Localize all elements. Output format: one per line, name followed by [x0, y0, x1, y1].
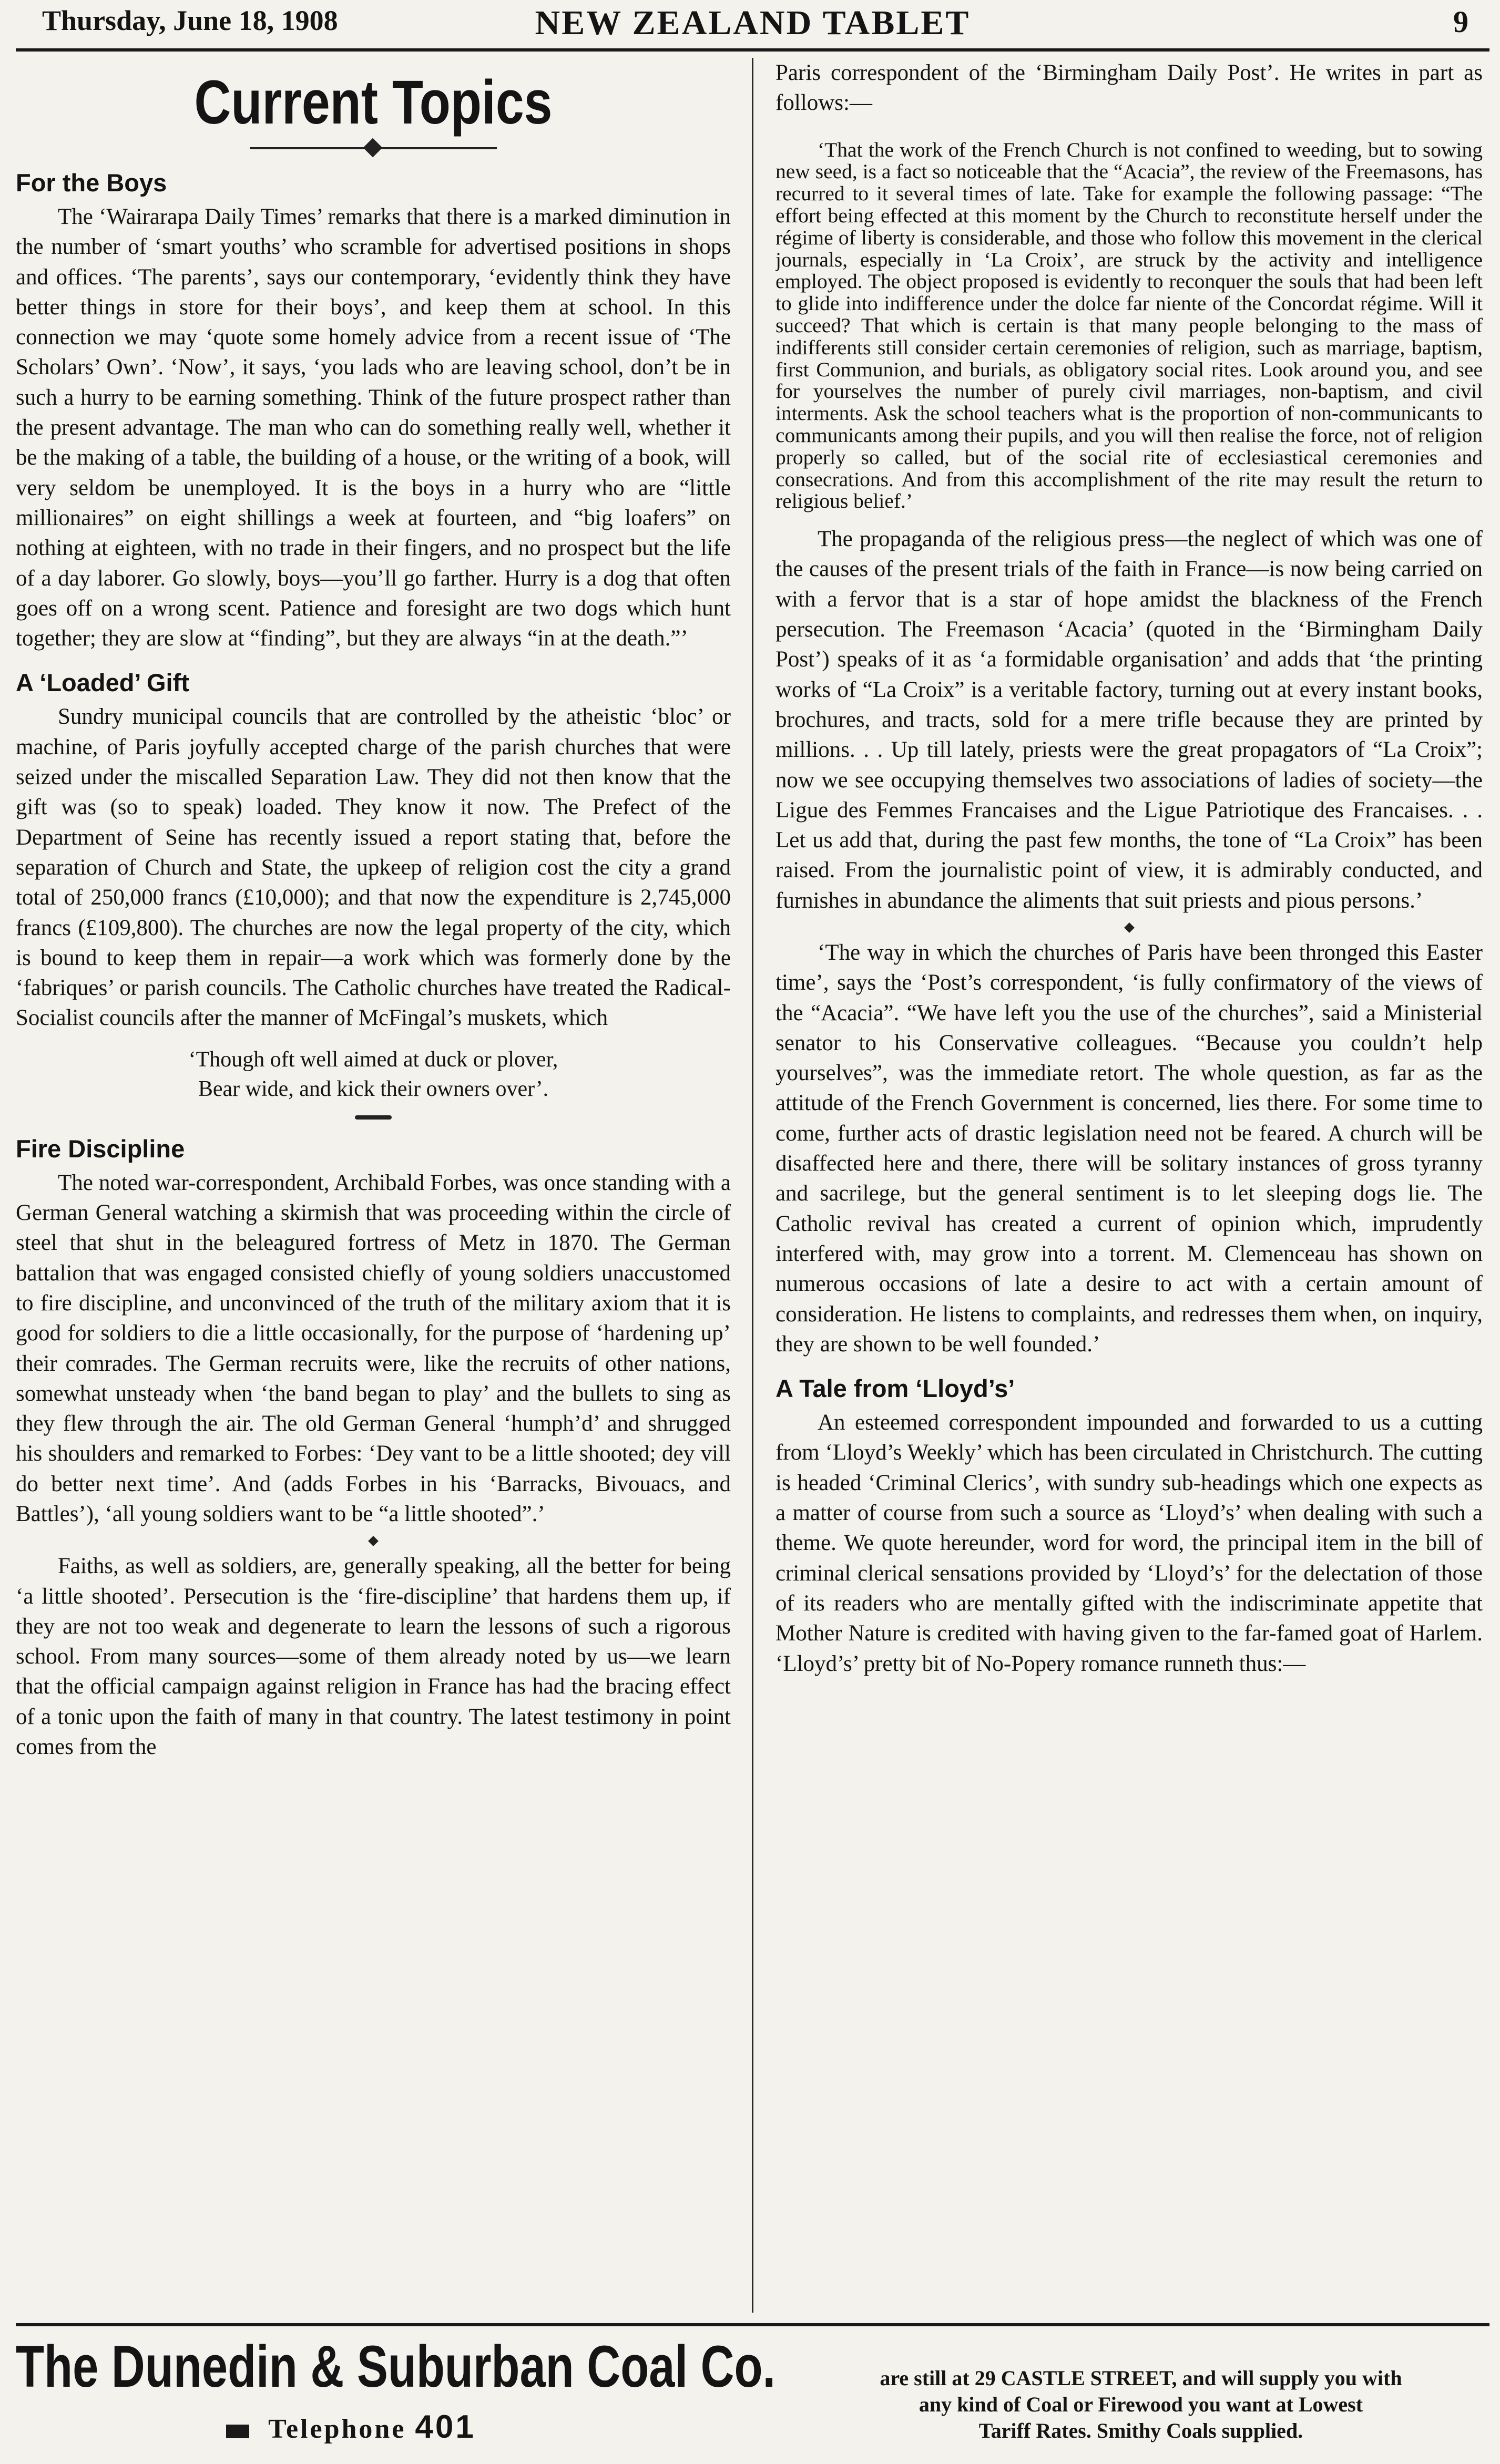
company-name: The Dunedin & Suburban Coal Co.: [16, 2334, 776, 2399]
boys-paragraph-1: The ‘Wairarapa Daily Times’ remarks that there is a marked diminution in the number of ‘smart youths’ who scramble for advertised positions in shops and offices. ‘The parents’, says our contemporary, ‘evidently think they have better things in store for their boys’, and keep them at school. In this connection we may ‘quote some homely advice from a recent issue of ‘The Scholars’ Own’. ‘Now’, it says, ‘you lads who are leaving school, don’t be in such a hurry to be earning something. Think of the future prospect rather than the present advantage. The man who can do something really well, whether it be the making of a table, the building of a house, or the writing of a book, will very seldom be unemployed. It is the boys in a hurry who are “little millionaires” on eight shillings a week at fourteen, and “big loafers” on nothing at eighteen, with no trade in their fingers, and no prospect but the life of a day laborer. Go slowly, boys—you’ll go farther. Hurry is a dog that often goes off on a wrong scent. Patience and foresight are two dogs which hunt together; they are slow at “finding”, but they are always “in at the death.”’: [16, 204, 731, 651]
telephone-line: [226, 2408, 762, 2446]
verse-line-1: ‘Though oft well aimed at duck or plover,: [188, 1047, 558, 1072]
fire-paragraph-1: The noted war-correspondent, Archibald Forbes, was once standing with a German General watching a skirmish that was proceeding within the circle of steel that shut in the beleagured fortress of Metz in 1870. The German battalion that was engaged consisted chiefly of young soldiers unaccustomed to fire discipline, and unconvinced of the truth of the military axiom that it is good for soldiers to die a little occasionally, for the purpose of ‘hardening up’ their comrades. The German recruits were, like the recruits of other nations, somewhat unsteady when ‘the band began to play’ and the bullets to sing as they flew through the air. The old German General ‘humph’d’ and shrugged his shoulders and remarked to Forbes: ‘Dey vant to be a little shooted; dey vill do better next time’. And (adds Forbes in his ‘Barracks, Bivouacs, and Battles’), ‘all young soldiers want to be “a little shooted”.’: [16, 1170, 731, 1526]
telephone-number: 401: [415, 2409, 476, 2445]
section-divider-ornament: [355, 1115, 392, 1120]
gift-paragraph-1: Sundry municipal councils that are controlled by the atheistic ‘bloc’ or machine, of Paris joyfully accepted charge of the parish churches that were seized under the miscalled Separation Law. They did not then know that the gift was (so to speak) loaded. They know it now. The Prefect of the Department of Seine has recently issued a report stating that, before the separation of Church and State, the upkeep of religion cost the city a grand total of 250,000 francs (£10,000); and that now the expenditure is 2,745,000 francs (£109,800). The churches are now the legal property of the city, which is bound to keep them in repair—a work which was formerly done by the ‘fabriques’ or parish councils. The Catholic churches have treated the Radical-Socialist councils after the manner of McFingal’s muskets, which: [16, 704, 731, 1031]
ad-line-3: Tariff Rates. Smithy Coals supplied.: [978, 2419, 1303, 2442]
title-ornament: [250, 147, 497, 149]
right-column: [775, 58, 1483, 2318]
paris-lead: Paris correspondent of the ‘Birmingham Daily Post’. He writes in part as follows:—: [775, 60, 1483, 116]
publication-title: NEW ZEALAND TABLET: [535, 4, 971, 42]
pointing-hand-icon: [226, 2425, 249, 2438]
column-title: Current Topics: [194, 68, 553, 137]
fire-paragraph-2: Faiths, as well as soldiers, are, generally speaking, all the better for being ‘a little shooted’. Persecution is the ‘fire-discipline’ that hardens them up, if they are not too weak and degenerate to learn the lessons of such a rigorous school. From many sources—some of them already noted by us—we learn that the official campaign against religion in France has had the bracing effect of a tonic upon the faith of many in that country. The latest testimony in point comes from the: [16, 1554, 731, 1760]
advertisement-copy: [799, 2365, 1483, 2444]
column-rule: [752, 58, 753, 2313]
paris-quote: ‘That the work of the French Church is not confined to weeding, but to sowing new seed, is a fact so noticeable that the “Acacia”, the review of the Freemasons, has recurred to it several times of late. Take for example the following passage: “The effort being effected at this moment by the Church to reconstitute herself under the régime of liberty is considerable, and those who follow this movement in the clerical journals, especially in ‘La Croix’, are struck by the activity and intelligence employed. The object proposed is evidently to reconquer the souls that had been left to glide into indifference under the dolce far niente of the Concordat régime. Will it succeed? That which is certain is that many people belonging to the mass of indifferents still consider certain ceremonies of religion, such as marriage, baptism, first Communion, and burials, as obligatory social rites. Look around you, and see for yourselves the number of purely civil marriages, non-baptism, and civil interments. Ask the school teachers what is the proportion of non-communicants to communicants among their pupils, and you will then realise the force, not of religion properly so called, but of the social rite of ecclesiastical ceremonies and consecrations. And from this accomplishment of the rite may result the return to religious belief.’: [775, 138, 1483, 513]
section-heading-lloyds: A Tale from ‘Lloyd’s’: [775, 1374, 1015, 1403]
paris-paragraph-2: ‘The way in which the churches of Paris have been thronged this Easter time’, says the ‘Post’s correspondent, ‘is fully confirmatory of the views of the “Acacia”. “We have left you the use of the churches”, said a Ministerial senator to his Conservative colleagues. “Because you couldn’t help yourselves”, was the immediate retort. The whole question, as far as the attitude of the French Government is concerned, lies there. For some time to come, further acts of drastic legislation need not be feared. A church will be disaffected here and there, there will be solitary instances of gross tyranny and sacrilege, but the general sentiment is to let sleeping dogs lie. The Catholic revival has created a current of opinion which, imprudently interfered with, may grow into a torrent. M. Clemenceau has shown on numerous occasions of late a desire to act with a certain amount of consideration. He listens to complaints, and redresses them when, on inquiry, they are shown to be well founded.’: [775, 940, 1483, 1357]
page-number: 9: [1453, 5, 1468, 39]
paragraph-separator: [368, 1536, 379, 1546]
verse-line-2: Bear wide, and kick their owners over’.: [198, 1076, 549, 1101]
section-heading-gift: A ‘Loaded’ Gift: [16, 669, 189, 697]
paragraph-separator: [1124, 922, 1135, 933]
ad-line-2: any kind of Coal or Firewood you want at Lowest: [919, 2393, 1363, 2416]
issue-date: Thursday, June 18, 1908: [42, 5, 338, 36]
telephone-label: Telephone: [268, 2414, 406, 2444]
coal-company-advertisement: [16, 2333, 776, 2459]
masthead: [16, 0, 1489, 52]
section-heading-boys: For the Boys: [16, 169, 167, 197]
left-column: [16, 58, 731, 2318]
verse-quote: [16, 1045, 731, 1104]
section-heading-fire: Fire Discipline: [16, 1134, 185, 1163]
ad-line-1: are still at 29 CASTLE STREET, and will supply you with: [880, 2366, 1402, 2390]
advertisement-rule: [16, 2323, 1489, 2326]
lloyds-paragraph-1: An esteemed correspondent impounded and forwarded to us a cutting from ‘Lloyd’s Weekly’ which has been circulated in Christchurch. The cutting is headed ‘Criminal Clerics’, with sundry sub-headings which one expects as a matter of course from such a source as ‘Lloyd’s’ when dealing with such a theme. We quote hereunder, word for word, the principal item in the bill of criminal clerical sensations provided by ‘Lloyd’s’ for the delectation of those of its readers who are mentally gifted with the indiscriminate appetite that Mother Nature is credited with having given to the far-famed goat of Harlem. ‘Lloyd’s’ pretty bit of No-Popery romance runneth thus:—: [775, 1410, 1483, 1676]
paris-paragraph-1: The propaganda of the religious press—the neglect of which was one of the causes of the present trials of the faith in France—is now being carried on with a fervor that is a star of hope amidst the blackness of the French persecution. The Freemason ‘Acacia’ (quoted in the ‘Birmingham Daily Post’) speaks of it as ‘a formidable organisation’ and adds that ‘the printing works of “La Croix” is a veritable factory, turning out at every instant books, brochures, and tracts, sold for a mere trifle because they are printed by millions. . . Up till lately, priests were the great propagators of “La Croix”; now we see occupying themselves two associations of ladies of society—the Ligue des Femmes Francaises and the Ligue Patriotique des Francaises. . . Let us add that, during the past few months, the tone of “La Croix” has been raised. From the journalistic point of view, it is admirably conducted, and furnishes in abundance the aliments that suit priests and pious persons.’: [775, 527, 1483, 913]
